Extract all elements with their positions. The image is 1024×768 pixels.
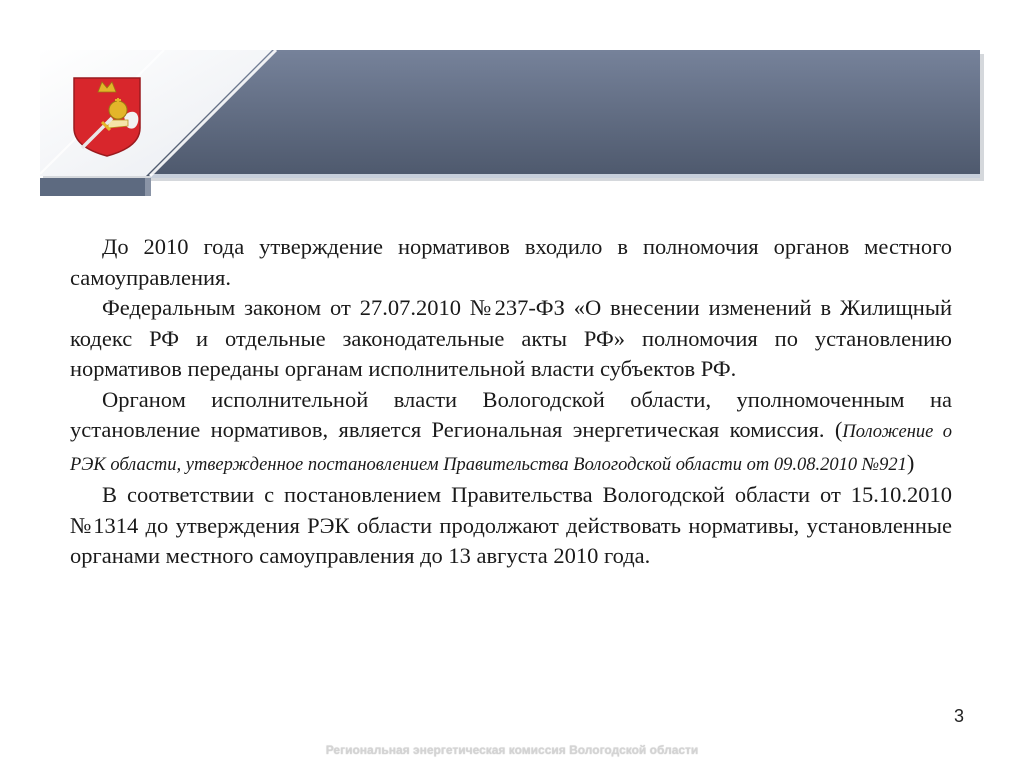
paragraph-3-text: Органом исполнительной власти Вологодской области, уполномоченным на установление нормативов, является Региональная энергетическая комиссия. (70, 386, 952, 442)
paragraph-1: До 2010 года утверждение нормативов входило в полномочия органов местного самоуправления. (70, 234, 952, 290)
paragraph-2: Федеральным законом от 27.07.2010 №237-ФЗ «О внесении изменений в Жилищный кодекс РФ и отдельные законодательные акты РФ» полномочия по установлению нормативов переданы органам исполнительной власти субъектов РФ. (70, 295, 952, 381)
paragraph-3-note: Положение о РЭК области, утвержденное постановлением Правительства Вологодской области от 09.08.2010 №921 (70, 422, 952, 475)
header-banner (0, 0, 1024, 200)
page-number: 3 (953, 706, 964, 726)
paragraph-3: Органом исполнительной власти Вологодской области, уполномоченным на установление нормативов, является Региональная энергетическая комиссия. (Положение о РЭК области, утвержденное постановлением Правительства Вологодской области от 09.08.2010 №921) (70, 386, 952, 475)
document-body (70, 232, 952, 572)
paragraph-4: В соответствии с постановлением Правительства Вологодской области от 15.10.2010 №1314 до утверждения РЭК области продолжают действовать нормативы, установленные органами местного самоуправления до 13 августа 2010 года. (70, 482, 952, 568)
vologda-oblast-coat-of-arms-icon (72, 76, 142, 158)
footer-text: Региональная энергетическая комиссия Вологодской области (325, 743, 699, 757)
header-graphic (0, 0, 1024, 200)
